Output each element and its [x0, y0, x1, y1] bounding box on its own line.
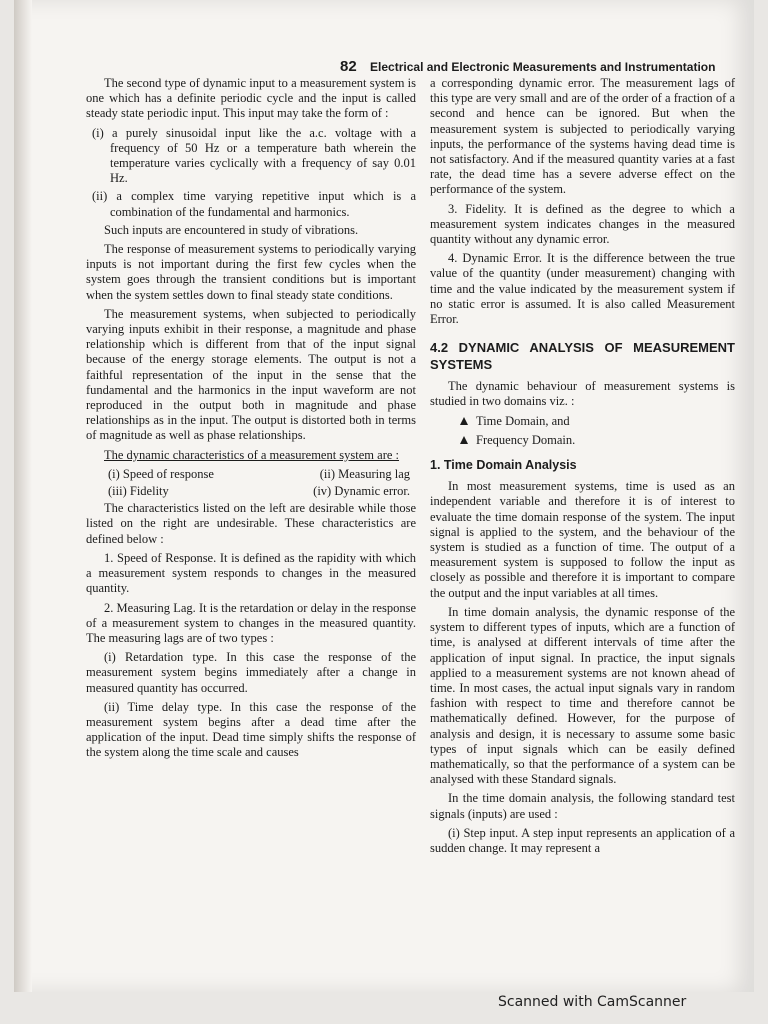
running-title: Electrical and Electronic Measurements and Instrumentation — [370, 60, 716, 74]
paragraph: The characteristics listed on the left are desirable while those listed on the right are undesirable. These characteristics are defined below : — [86, 501, 416, 546]
characteristic: (iii) Fidelity — [108, 484, 169, 499]
list-item: (ii) a complex time varying repetitive input which is a combination of the fundamental and harmonics. — [92, 189, 416, 219]
bullet-text: Time Domain, and — [476, 413, 570, 428]
bullet-text: Frequency Domain. — [476, 432, 576, 447]
list-item: (i) a purely sinusoidal input like the a.c. voltage with a frequency of 50 Hz or a temperature bath wherein the temperature varies cyclically with a frequency of say 0.01 Hz. — [92, 125, 416, 186]
page-header — [340, 58, 740, 75]
bullet-item — [430, 414, 735, 429]
paragraph: The dynamic behaviour of measurement systems is studied in two domains viz. : — [430, 379, 735, 409]
paragraph: The second type of dynamic input to a measurement system is one which has a definite periodic cycle and the input is called steady state periodic input. This input may take the form of : — [86, 76, 416, 121]
page-spine-shadow — [14, 0, 32, 992]
paragraph: In the time domain analysis, the following standard test signals (inputs) are used : — [430, 791, 735, 821]
paragraph: 3. Fidelity. It is defined as the degree to which a measurement system indicates changes in the measured quantity without any dynamic error. — [430, 201, 735, 247]
page-number: 82 — [340, 58, 357, 75]
characteristic: (i) Speed of response — [108, 466, 214, 481]
paragraph: 1. Speed of Response. It is defined as the rapidity with which a measurement system responds to changes in the measured quantity. — [86, 550, 416, 596]
left-column — [86, 76, 416, 765]
triangle-bullet-icon — [460, 436, 468, 444]
paragraph: 2. Measuring Lag. It is the retardation or delay in the response of a measurement system to changes in the measured quantity. The measuring lags are of two types : — [86, 600, 416, 645]
paragraph: 4. Dynamic Error. It is the difference between the true value of the quantity (under measurement) changing with time and the value indicated by the measurement system if no static error is assumed. It is also called Measurement Error. — [430, 251, 735, 327]
triangle-bullet-icon — [460, 417, 468, 425]
paragraph: In time domain analysis, the dynamic response of the system to different types of inputs, which are a function of time, is analysed at different intervals of time after the application of input signal. In practice, the input signals applied to a measurement systems are not known ahead of time. In most cases, the actual input signals vary in random fashion with respect to time and therefore cannot be mathematically defined. However, for the purpose of analysis and design, it is necessary to assume some basic types of input signals which can be easily defined mathematically, so that the performance of a system can be analysed with these Standard signals. — [430, 604, 735, 787]
paragraph: a corresponding dynamic error. The measurement lags of this type are very small and are of the order of a fraction of a second and hence can be ignored. But when the measurement system is subjected to periodically varying inputs, the performance of the systems having dead time is not satisfactory. And if the measured quantity varies at a fast rate, the dead time has a severe adverse effect on the performance of the system. — [430, 76, 735, 197]
characteristic: (iv) Dynamic error. — [313, 484, 410, 499]
paragraph: In most measurement systems, time is used as an independent variable and therefore it is of interest to evaluate the time domain response of the system. The input signal is applied to the system, and the behaviour of the system is studied as a function of time. The output of a measurement system is supposed to follow the input as closely as possible and therefore it is important to compare the output and the input variables at all times. — [430, 479, 735, 600]
characteristics-row — [86, 467, 416, 482]
paragraph: Such inputs are encountered in study of vibrations. — [104, 222, 359, 237]
section-heading: 4.2 DYNAMIC ANALYSIS OF MEASUREMENT SYSTEMS — [430, 340, 735, 373]
paragraph: The measurement systems, when subjected to periodically varying inputs exhibit in their response, a magnitude and phase relationship which is different from that of the input signal because of the energy storage elements. The output is not a faithful representation of the input in the sense that the fundamental and the harmonics in the input waveform are not reproduced in the output both in magnitude and phase relationships as in the input. The output is distorted both in terms of magnitude as well as phase relationships. — [86, 306, 416, 443]
paragraph: (i) Step input. A step input represents an application of a sudden change. It may represent a — [430, 825, 735, 855]
scanner-watermark: Scanned with CamScanner — [498, 994, 687, 1010]
paragraph: (ii) Time delay type. In this case the response of the measurement system begins after a dead time after the application of the input. Dead time simply shifts the response of the system along the time scale and causes — [86, 699, 416, 760]
bullet-item — [430, 433, 735, 448]
paragraph: The dynamic characteristics of a measurement system are : — [104, 447, 400, 462]
paragraph: The response of measurement systems to periodically varying inputs is not important during the first few cycles when the system goes through the transient conditions but is important when the system settles down to final steady state conditions. — [86, 242, 416, 302]
characteristics-row — [86, 484, 416, 499]
right-column — [430, 76, 735, 860]
paragraph: (i) Retardation type. In this case the response of the measurement system begins immediately after a change in measured quantity has occurred. — [86, 650, 416, 695]
subsection-heading: 1. Time Domain Analysis — [430, 458, 577, 473]
characteristic: (ii) Measuring lag — [319, 466, 410, 481]
